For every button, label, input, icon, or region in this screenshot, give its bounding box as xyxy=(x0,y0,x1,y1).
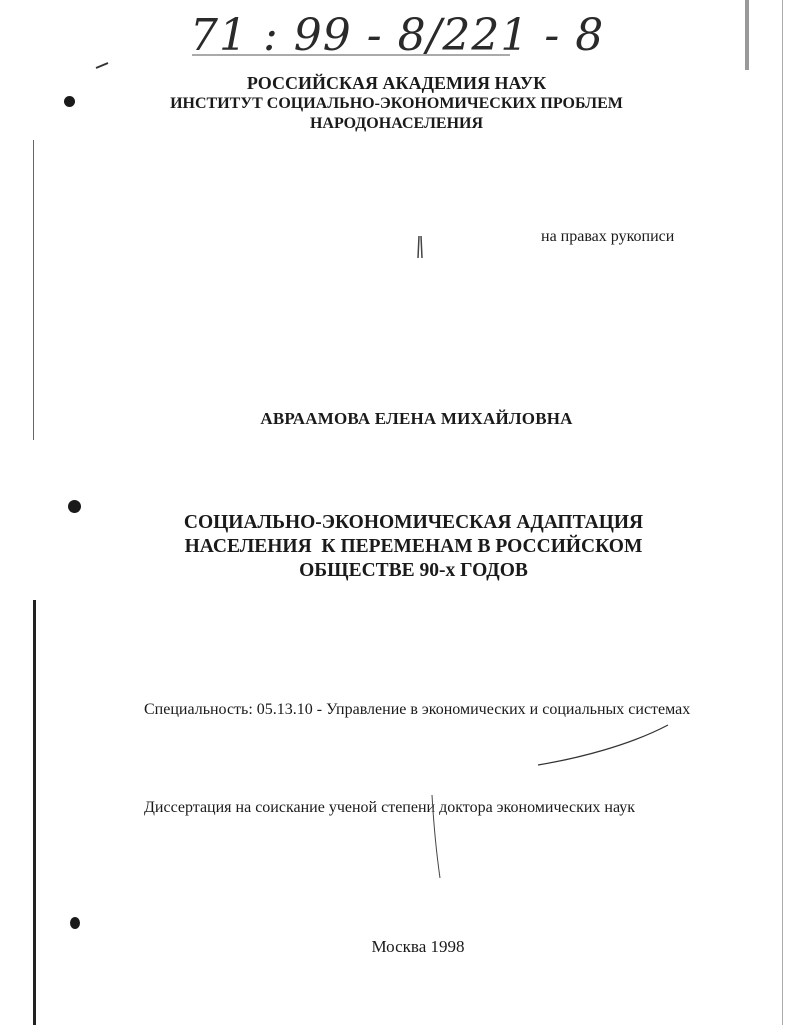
title-line2: НАСЕЛЕНИЯ К ПЕРЕМЕНАМ В РОССИЙСКОМ xyxy=(184,536,643,557)
academy-name: РОССИЙСКАЯ АКАДЕМИЯ НАУК xyxy=(246,73,547,93)
title-line1: СОЦИАЛЬНО-ЭКОНОМИЧЕСКАЯ АДАПТАЦИЯ xyxy=(183,512,644,533)
institute-name-line1: ИНСТИТУТ СОЦИАЛЬНО-ЭКОНОМИЧЕСКИХ ПРОБЛЕМ xyxy=(170,95,623,112)
title-line3: ОБЩЕСТВЕ 90-х ГОДОВ xyxy=(299,560,528,581)
handwritten-archive-number: 71 : 99 - 8/221 - 8 xyxy=(190,10,605,61)
institute-name-line2: НАРОДОНАСЕЛЕНИЯ xyxy=(309,115,484,132)
author-name: АВРААМОВА ЕЛЕНА МИХАЙЛОВНА xyxy=(260,409,573,428)
pen-mark xyxy=(418,236,422,258)
pen-vertical-stroke xyxy=(432,795,440,878)
city-year: Москва 1998 xyxy=(371,937,465,956)
degree-text: Диссертация на соискание ученой степени доктора экономических наук xyxy=(144,799,636,816)
manuscript-rights-note: на правах рукописи xyxy=(541,228,675,245)
specialty-text: Специальность: 05.13.10 - Управление в экономических и социальных системах xyxy=(144,701,691,718)
pen-tick-mark xyxy=(96,63,108,68)
pen-signature-stroke xyxy=(538,725,668,765)
